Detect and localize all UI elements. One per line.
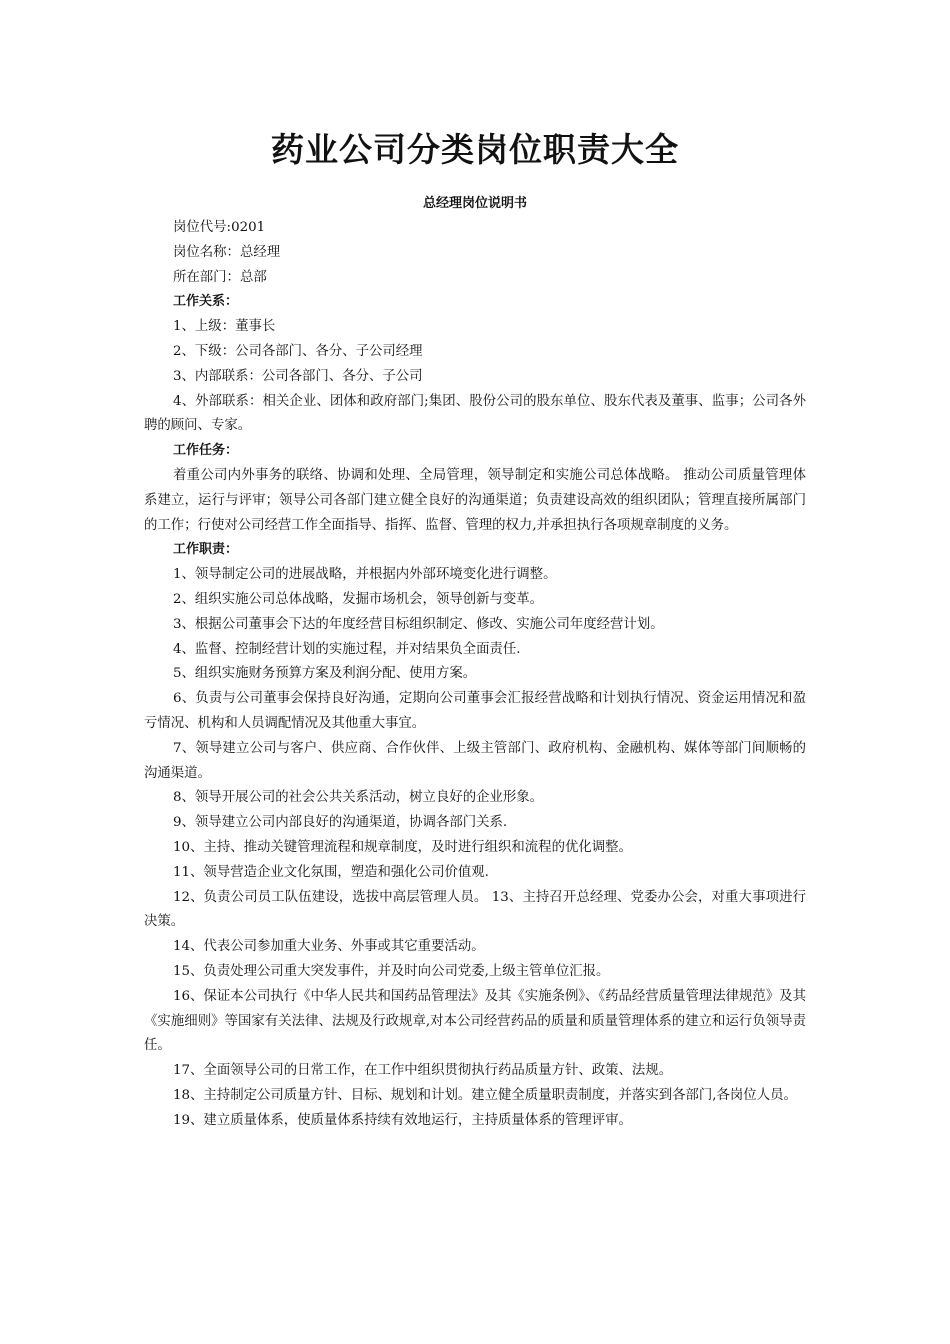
duty-item: 4、监督、控制经营计划的实施过程，并对结果负全面责任. — [173, 641, 521, 657]
position-name: 岗位名称：总经理 — [173, 244, 281, 260]
duty-item: 1、领导制定公司的进展战略，并根据内外部环境变化进行调整。 — [173, 567, 557, 583]
duty-item: 6、负责与公司董事会保持良好沟通，定期向公司董事会汇报经营战略和计划执行情况、资金运用情况和盈亏情况、机构和人员调配情况及其他重大事宜。 — [144, 691, 806, 731]
duty-item: 15、负责处理公司重大突发事件，并及时向公司党委,上级主管单位汇报。 — [173, 963, 610, 979]
duty-item: 7、领导建立公司与客户、供应商、合作伙伴、上级主管部门、政府机构、金融机构、媒体等部门间顺畅的沟通渠道。 — [144, 740, 806, 781]
duty-item: 3、根据公司董事会下达的年度经营目标组织制定、修改、实施公司年度经营计划。 — [173, 616, 664, 632]
duties-heading: 工作职责： — [173, 542, 239, 558]
duty-item: 11、领导营造企业文化氛围，塑造和强化公司价值观. — [173, 864, 489, 880]
duty-item: 17、全面领导公司的日常工作，在工作中组织贯彻执行药品质量方针、政策、法规。 — [173, 1063, 673, 1079]
duty-item: 8、领导开展公司的社会公共关系活动，树立良好的企业形象。 — [173, 790, 544, 806]
relation-item: 2、下级：公司各部门、各分、子公司经理 — [173, 343, 423, 359]
department: 所在部门：总部 — [173, 269, 267, 285]
duty-item: 16、保证本公司执行《中华人民共和国药品管理法》及其《实施条例》、《药品经营质量管理法律规范》及其《实施细则》等国家有关法律、法规及行政规章,对本公司经营药品的质量和质量管理体系的建立和运行负领导责任。 — [144, 988, 806, 1054]
relation-item: 1、上级：董事长 — [173, 319, 276, 335]
duty-item: 14、代表公司参加重大业务、外事或其它重要活动。 — [173, 939, 485, 955]
duty-item: 18、主持制定公司质量方针、目标、规划和计划。建立健全质量职责制度，并落实到各部门,各岗位人员。 — [173, 1087, 797, 1103]
duty-item: 19、建立质量体系，使质量体系持续有效地运行，主持质量体系的管理评审。 — [173, 1112, 632, 1128]
relations-heading: 工作关系： — [173, 294, 239, 310]
document-subtitle: 总经理岗位说明书 — [422, 196, 527, 211]
duty-item: 5、组织实施财务预算方案及利润分配、使用方案。 — [173, 666, 477, 682]
duty-item: 9、领导建立公司内部良好的沟通渠道，协调各部门关系. — [173, 815, 508, 831]
relation-item: 3、内部联系：公司各部门、各分、子公司 — [173, 368, 423, 384]
relation-item: 4、外部联系：相关企业、团体和政府部门;集团、股份公司的股东单位、股东代表及董事、监事；公司各外聘的顾问、专家。 — [144, 393, 806, 434]
tasks-heading: 工作任务： — [173, 443, 239, 459]
document-body — [144, 216, 806, 1133]
position-code: 岗位代号:0201 — [173, 220, 266, 235]
duty-item: 12、负责公司员工队伍建设，选拔中高层管理人员。 13、主持召开总经理、党委办公会，对重大事项进行决策。 — [144, 889, 806, 930]
document-title: 药业公司分类岗位职责大全 — [271, 130, 679, 169]
duty-item: 10、主持、推动关键管理流程和规章制度，及时进行组织和流程的优化调整。 — [173, 839, 632, 855]
tasks-paragraph: 着重公司内外事务的联络、协调和处理、全局管理，领导制定和实施公司总体战略。 推动公司质量管理体系建立，运行与评审；领导公司各部门建立健全良好的沟通渠道；负责建设高效的组织团队；管理直接所属部门的工作；行使对公司经营工作全面指导、指挥、监督、管理的权力,并承担执行各项规章制度的义务。 — [144, 467, 806, 533]
duty-item: 2、组织实施公司总体战略，发掘市场机会，领导创新与变革。 — [173, 591, 544, 607]
